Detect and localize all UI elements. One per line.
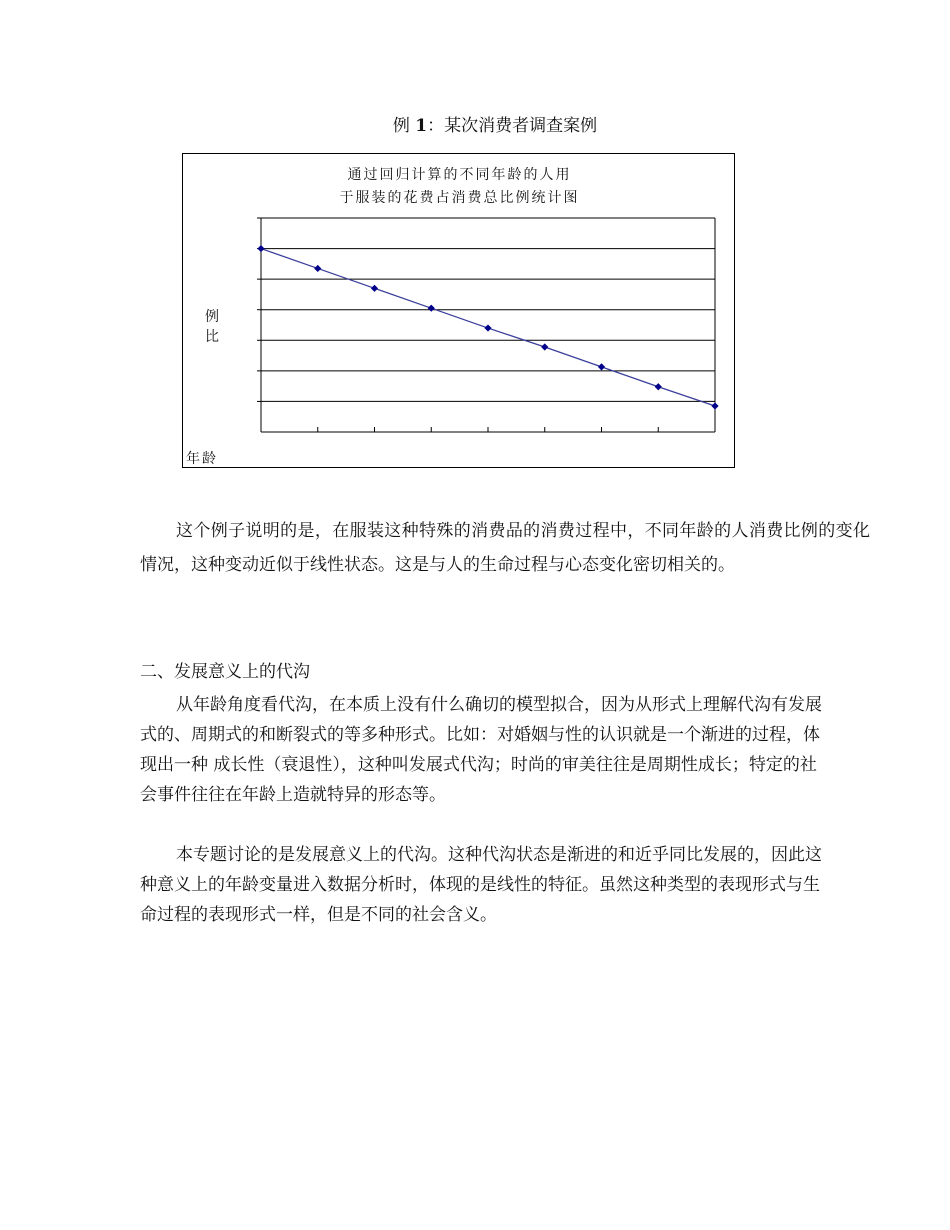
caption-prefix: 例 — [392, 116, 416, 136]
paragraph-example-explanation: 这个例子说明的是，在服装这种特殊的消费品的消费过程中，不同年龄的人消费比例的变化情况，这种变动近似于线性状态。这是与人的生命过程与心态变化密切相关的。 — [140, 521, 870, 575]
x-axis-label: 年龄 — [186, 451, 218, 467]
data-point — [541, 343, 548, 350]
caption-number: 1 — [415, 116, 428, 136]
caption-text: ：某次消费者调查案例 — [427, 116, 598, 136]
line-chart — [183, 154, 736, 469]
y-axis-label-char: 比 — [205, 329, 219, 345]
data-point — [314, 265, 321, 272]
chart-title-line2: 于服装的花费占消费总比例统计图 — [339, 190, 580, 206]
y-axis-label-char: 例 — [205, 309, 219, 325]
data-point — [655, 383, 662, 390]
data-point — [257, 245, 264, 252]
paragraph-generation-gap-forms: 从年龄角度看代沟，在本质上没有什么确切的模型拟合，因为从形式上理解代沟有发展式的、周期式的和断裂式的等多种形式。比如：对婚姻与性的认识就是一个渐进的过程，体现出一种 成长性（衰退性），这种叫发展式代沟；时尚的审美往往是周期性成长；特定的社会事件往往在年龄上造就特异的形态等。 — [140, 695, 822, 805]
data-point — [371, 285, 378, 292]
figure-caption — [0, 111, 950, 136]
chart-title-line1: 通过回归计算的不同年龄的人用 — [347, 167, 572, 183]
data-point — [428, 305, 435, 312]
section-heading: 二、发展意义上的代沟 — [140, 662, 310, 682]
chart-container — [182, 153, 735, 468]
paragraph-topic-scope: 本专题讨论的是发展意义上的代沟。这种代沟状态是渐进的和近乎同比发展的，因此这种意义上的年龄变量进入数据分析时，体现的是线性的特征。虽然这种类型的表现形式与生命过程的表现形式一样，但是不同的社会含义。 — [140, 845, 822, 925]
data-point — [484, 324, 491, 331]
data-point — [711, 402, 718, 409]
data-point — [598, 363, 605, 370]
